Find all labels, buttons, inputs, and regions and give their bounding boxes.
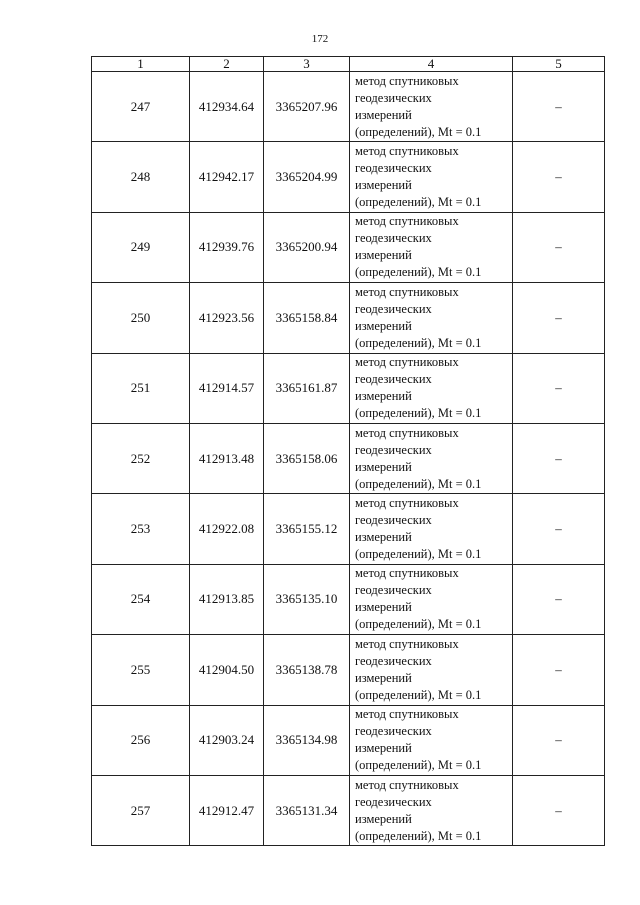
note-cell: – <box>513 423 605 493</box>
method-text-line: (определений), Mt = 0.1 <box>355 547 482 562</box>
note-cell: – <box>513 353 605 423</box>
x-coordinate-cell: 412942.17 <box>190 142 264 212</box>
method-text-line: метод спутниковых <box>355 214 459 229</box>
method-text-line: геодезических <box>355 161 432 176</box>
table-row <box>92 72 605 142</box>
coordinates-table <box>91 56 605 846</box>
column-header-4: 4 <box>350 57 513 72</box>
column-header-3: 3 <box>264 57 350 72</box>
y-coordinate-cell: 3365200.94 <box>264 212 350 282</box>
method-text-line: измерений <box>355 600 412 615</box>
method-text-line: геодезических <box>355 231 432 246</box>
note-cell: – <box>513 635 605 705</box>
method-text-line: (определений), Mt = 0.1 <box>355 828 482 843</box>
method-text-line: (определений), Mt = 0.1 <box>355 195 482 210</box>
x-coordinate-cell: 412934.64 <box>190 72 264 142</box>
x-coordinate-cell: 412904.50 <box>190 635 264 705</box>
method-text-line: (определений), Mt = 0.1 <box>355 406 482 421</box>
x-coordinate-cell: 412912.47 <box>190 775 264 845</box>
page-number: 172 <box>311 33 329 45</box>
table-row <box>92 635 605 705</box>
method-text-line: измерений <box>355 811 412 826</box>
method-text-line: (определений), Mt = 0.1 <box>355 687 482 702</box>
table-header-row <box>92 57 605 72</box>
table-row <box>92 494 605 564</box>
y-coordinate-cell: 3365138.78 <box>264 635 350 705</box>
point-number-cell: 248 <box>92 142 190 212</box>
note-cell: – <box>513 142 605 212</box>
column-header-5: 5 <box>513 57 605 72</box>
method-text-line: измерений <box>355 530 412 545</box>
note-cell: – <box>513 283 605 353</box>
method-cell <box>350 423 513 493</box>
point-number-cell: 254 <box>92 564 190 634</box>
table-row <box>92 423 605 493</box>
note-cell: – <box>513 212 605 282</box>
method-cell <box>350 353 513 423</box>
method-text-line: измерений <box>355 670 412 685</box>
x-coordinate-cell: 412914.57 <box>190 353 264 423</box>
point-number-cell: 251 <box>92 353 190 423</box>
y-coordinate-cell: 3365204.99 <box>264 142 350 212</box>
method-text-line: геодезических <box>355 794 432 809</box>
method-text-line: (определений), Mt = 0.1 <box>355 617 482 632</box>
method-text-line: геодезических <box>355 583 432 598</box>
y-coordinate-cell: 3365155.12 <box>264 494 350 564</box>
y-coordinate-cell: 3365135.10 <box>264 564 350 634</box>
method-cell <box>350 212 513 282</box>
method-text-line: измерений <box>355 178 412 193</box>
y-coordinate-cell: 3365207.96 <box>264 72 350 142</box>
method-text-line: геодезических <box>355 724 432 739</box>
y-coordinate-cell: 3365158.06 <box>264 423 350 493</box>
column-header-2: 2 <box>190 57 264 72</box>
point-number-cell: 255 <box>92 635 190 705</box>
method-text-line: измерений <box>355 318 412 333</box>
method-text-line: геодезических <box>355 301 432 316</box>
table-row <box>92 705 605 775</box>
method-text-line: геодезических <box>355 372 432 387</box>
method-text-line: геодезических <box>355 90 432 105</box>
table-body <box>92 72 605 846</box>
method-text-line: измерений <box>355 741 412 756</box>
x-coordinate-cell: 412923.56 <box>190 283 264 353</box>
note-cell: – <box>513 72 605 142</box>
method-text-line: измерений <box>355 248 412 263</box>
method-text-line: геодезических <box>355 513 432 528</box>
point-number-cell: 256 <box>92 705 190 775</box>
method-cell <box>350 635 513 705</box>
point-number-cell: 252 <box>92 423 190 493</box>
table-row <box>92 212 605 282</box>
method-text-line: метод спутниковых <box>355 144 459 159</box>
method-text-line: метод спутниковых <box>355 355 459 370</box>
method-text-line: геодезических <box>355 442 432 457</box>
x-coordinate-cell: 412913.48 <box>190 423 264 493</box>
point-number-cell: 250 <box>92 283 190 353</box>
method-text-line: метод спутниковых <box>355 707 459 722</box>
y-coordinate-cell: 3365131.34 <box>264 775 350 845</box>
method-text-line: измерений <box>355 459 412 474</box>
table-row <box>92 353 605 423</box>
note-cell: – <box>513 494 605 564</box>
note-cell: – <box>513 705 605 775</box>
table-row <box>92 283 605 353</box>
method-cell <box>350 494 513 564</box>
method-text-line: метод спутниковых <box>355 284 459 299</box>
method-text-line: (определений), Mt = 0.1 <box>355 758 482 773</box>
y-coordinate-cell: 3365161.87 <box>264 353 350 423</box>
x-coordinate-cell: 412939.76 <box>190 212 264 282</box>
method-cell <box>350 72 513 142</box>
note-cell: – <box>513 775 605 845</box>
method-cell <box>350 142 513 212</box>
method-text-line: (определений), Mt = 0.1 <box>355 335 482 350</box>
method-cell <box>350 775 513 845</box>
column-header-1: 1 <box>92 57 190 72</box>
method-text-line: метод спутниковых <box>355 777 459 792</box>
method-text-line: измерений <box>355 389 412 404</box>
point-number-cell: 247 <box>92 72 190 142</box>
table-row <box>92 142 605 212</box>
method-text-line: измерений <box>355 107 412 122</box>
y-coordinate-cell: 3365158.84 <box>264 283 350 353</box>
method-cell <box>350 705 513 775</box>
method-cell <box>350 283 513 353</box>
method-text-line: метод спутниковых <box>355 566 459 581</box>
x-coordinate-cell: 412913.85 <box>190 564 264 634</box>
y-coordinate-cell: 3365134.98 <box>264 705 350 775</box>
method-text-line: метод спутниковых <box>355 496 459 511</box>
point-number-cell: 257 <box>92 775 190 845</box>
method-text-line: метод спутниковых <box>355 73 459 88</box>
method-text-line: метод спутниковых <box>355 636 459 651</box>
x-coordinate-cell: 412922.08 <box>190 494 264 564</box>
x-coordinate-cell: 412903.24 <box>190 705 264 775</box>
note-cell: – <box>513 564 605 634</box>
table-row <box>92 775 605 845</box>
method-cell <box>350 564 513 634</box>
method-text-line: метод спутниковых <box>355 425 459 440</box>
point-number-cell: 253 <box>92 494 190 564</box>
method-text-line: (определений), Mt = 0.1 <box>355 124 482 139</box>
method-text-line: (определений), Mt = 0.1 <box>355 265 482 280</box>
method-text-line: (определений), Mt = 0.1 <box>355 476 482 491</box>
point-number-cell: 249 <box>92 212 190 282</box>
method-text-line: геодезических <box>355 653 432 668</box>
table-row <box>92 564 605 634</box>
